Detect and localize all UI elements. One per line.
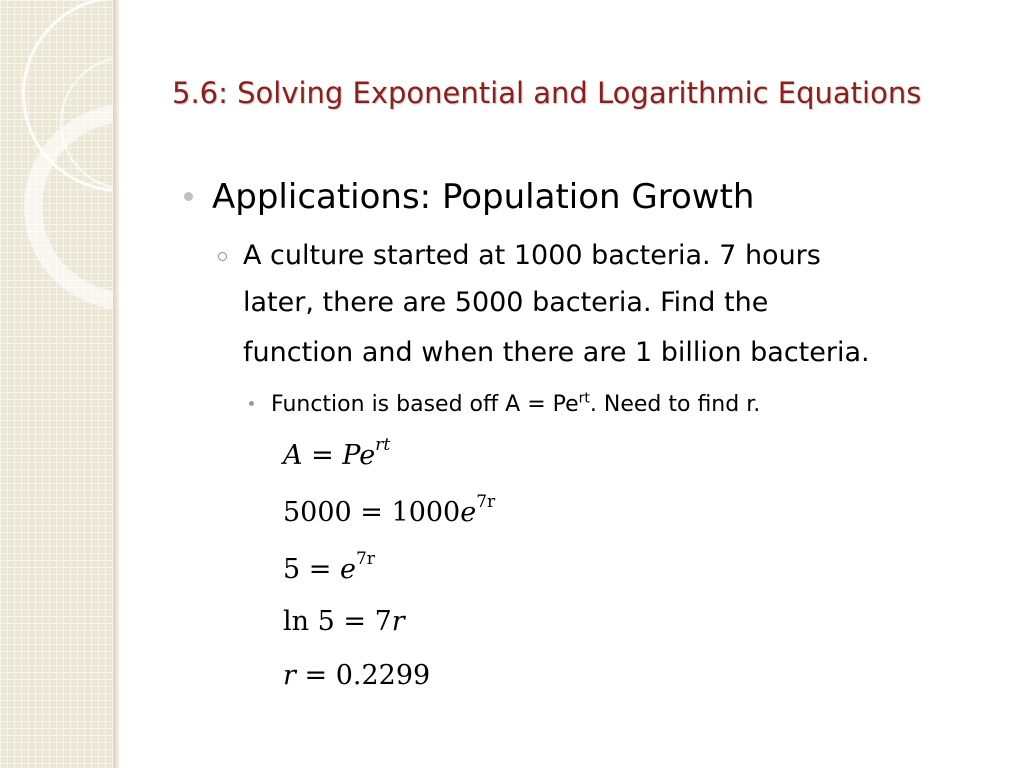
eq2-exp: 7r [476,492,496,512]
eq1-lhs: A [283,440,303,471]
sub-bullet-line: function and when there are 1 billion bacteria. [243,337,870,368]
equation-1 [283,435,391,471]
equation-3 [283,549,375,585]
eq5-rhs: 0.2299 [335,660,431,691]
bullet-dot-icon [184,192,193,201]
eq3-exp: 7r [355,549,375,569]
eq1-op: = [302,440,343,471]
eq4-op: = [334,606,375,637]
equation-2 [283,492,496,528]
slide-title: 5.6: Solving Exponential and Logarithmic Equations [172,76,922,110]
eq4-rhs-num: 7 [374,606,392,637]
eq5-lhs: r [283,660,296,691]
bullet-small-dot-icon [249,401,254,406]
decorative-sidebar [0,0,113,768]
bullet-1-text: Applications: Population Growth [212,177,755,217]
eq2-lhs: 5000 [283,497,352,528]
bullet-ring-icon [218,252,227,261]
equation-4 [283,606,405,637]
eq1-coef: P [342,440,360,471]
eq1-exp: rt [375,435,391,455]
eq2-base: e [460,497,477,528]
eq3-op: = [300,554,340,585]
eq2-coef: 1000 [391,497,461,528]
sub-bullet-line: A culture started at 1000 bacteria. 7 hours [243,240,821,271]
bullet-3-prefix: Function is based off A = Pe [271,392,579,417]
bullet-3-text [271,390,760,420]
eq3-base: e [339,554,356,585]
bullet-3-suffix: . Need to find r. [589,392,761,417]
eq4-lhs: ln 5 [283,606,335,637]
eq3-lhs: 5 [283,554,301,585]
sub-bullet-line: later, there are 5000 bacteria. Find the [243,287,769,318]
eq1-base: e [359,440,376,471]
bullet-3-superscript: rt [578,390,590,407]
equation-5 [283,660,430,691]
sidebar-edge [113,0,119,768]
eq2-op: = [351,497,392,528]
eq5-op: = [295,660,336,691]
eq4-rhs-var: r [391,606,405,637]
